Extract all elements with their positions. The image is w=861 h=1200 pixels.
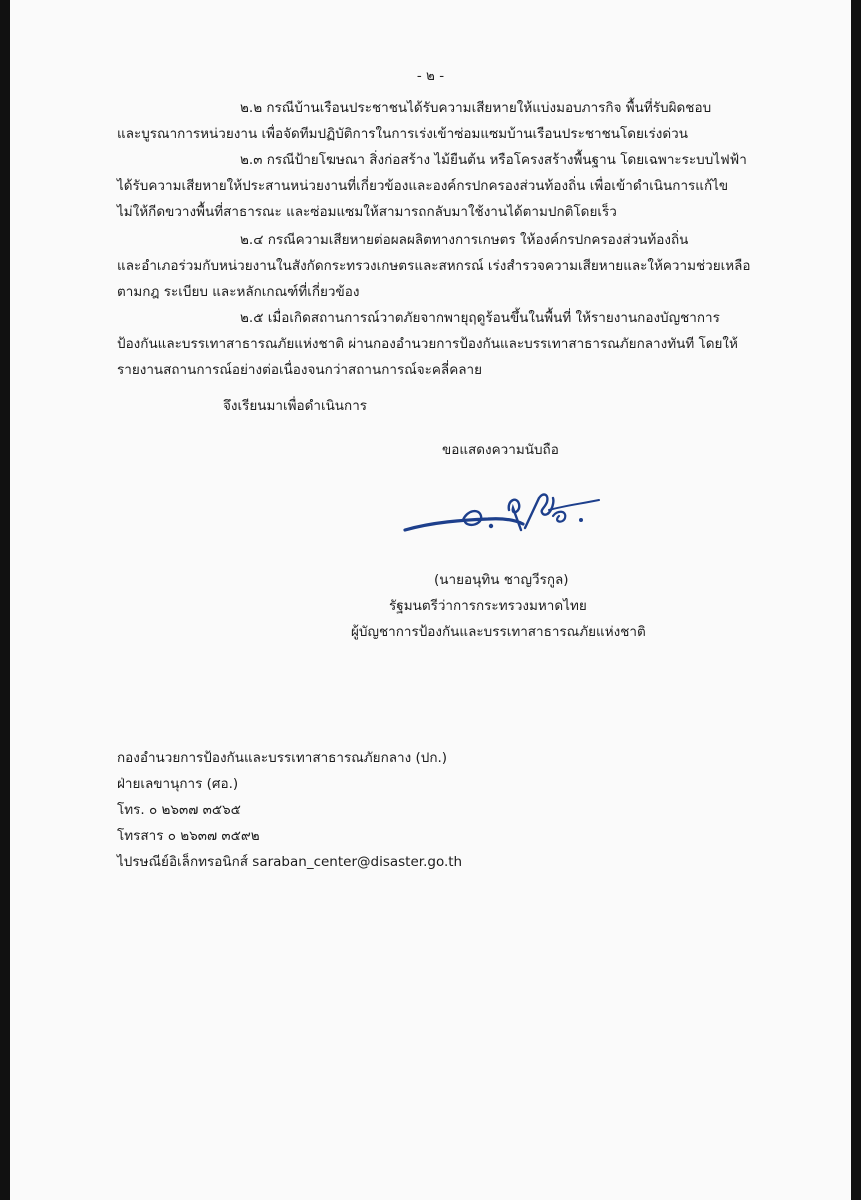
handwritten-signature [403, 470, 608, 540]
contact-fax: โทรสาร ๐ ๒๖๓๗ ๓๕๙๒ [117, 828, 260, 844]
para-2-3-line-1: ๒.๓ กรณีป้ายโฆษณา สิ่งก่อสร้าง ไม้ยืนต้น หรือโครงสร้างพื้นฐาน โดยเฉพาะระบบไฟฟ้า [240, 152, 747, 168]
contact-office: กองอำนวยการป้องกันและบรรเทาสาธารณภัยกลาง (ปก.) [117, 750, 448, 766]
para-2-4-line-3: ตามกฎ ระเบียบ และหลักเกณฑ์ที่เกี่ยวข้อง [117, 284, 360, 300]
closing-salutation: ขอแสดงความนับถือ [442, 442, 559, 458]
para-2-2-line-1: ๒.๒ กรณีบ้านเรือนประชาชนได้รับความเสียหายให้แบ่งมอบภารกิจ พื้นที่รับผิดชอบ [240, 100, 712, 116]
contact-section: ฝ่ายเลขานุการ (ศอ.) [117, 776, 239, 792]
para-2-3-line-2: ได้รับความเสียหายให้ประสานหน่วยงานที่เกี่ยวข้องและองค์กรปกครองส่วนท้องถิ่น เพื่อเข้าดำเนินการแก้ไข [117, 178, 729, 194]
closing-request: จึงเรียนมาเพื่อดำเนินการ [223, 398, 368, 414]
page-number: - ๒ - [416, 68, 445, 84]
para-2-4-line-1: ๒.๔ กรณีความเสียหายต่อผลผลิตทางการเกษตร ให้องค์กรปกครองส่วนท้องถิ่น [240, 232, 689, 248]
para-2-5-line-3: รายงานสถานการณ์อย่างต่อเนื่องจนกว่าสถานการณ์จะคลี่คลาย [117, 362, 482, 378]
para-2-5-line-2: ป้องกันและบรรเทาสาธารณภัยแห่งชาติ ผ่านกองอำนวยการป้องกันและบรรเทาสาธารณภัยกลางทันที โดยให้ [117, 336, 738, 352]
contact-email[interactable]: ไปรษณีย์อิเล็กทรอนิกส์ saraban_center@disaster.go.th [117, 854, 463, 870]
signer-position-2: ผู้บัญชาการป้องกันและบรรเทาสาธารณภัยแห่งชาติ [351, 624, 646, 640]
para-2-3-line-3: ไม่ให้กีดขวางพื้นที่สาธารณะ และซ่อมแซมให้สามารถกลับมาใช้งานได้ตามปกติโดยเร็ว [117, 204, 617, 220]
contact-phone: โทร. ๐ ๒๖๓๗ ๓๕๖๕ [117, 802, 241, 818]
para-2-4-line-2: และอำเภอร่วมกับหน่วยงานในสังกัดกระทรวงเกษตรและสหกรณ์ เร่งสำรวจความเสียหายและให้ความช่วยเหลือ [117, 258, 751, 274]
signer-position-1: รัฐมนตรีว่าการกระทรวงมหาดไทย [389, 598, 587, 614]
document-page [10, 0, 851, 1200]
para-2-2-line-2: และบูรณาการหน่วยงาน เพื่อจัดทีมปฏิบัติการในการเร่งเข้าซ่อมแซมบ้านเรือนประชาชนโดยเร่งด่วน [117, 126, 688, 142]
signer-name: (นายอนุทิน ชาญวีรกูล) [434, 572, 569, 588]
para-2-5-line-1: ๒.๕ เมื่อเกิดสถานการณ์วาตภัยจากพายุฤดูร้อนขึ้นในพื้นที่ ให้รายงานกองบัญชาการ [240, 310, 720, 326]
